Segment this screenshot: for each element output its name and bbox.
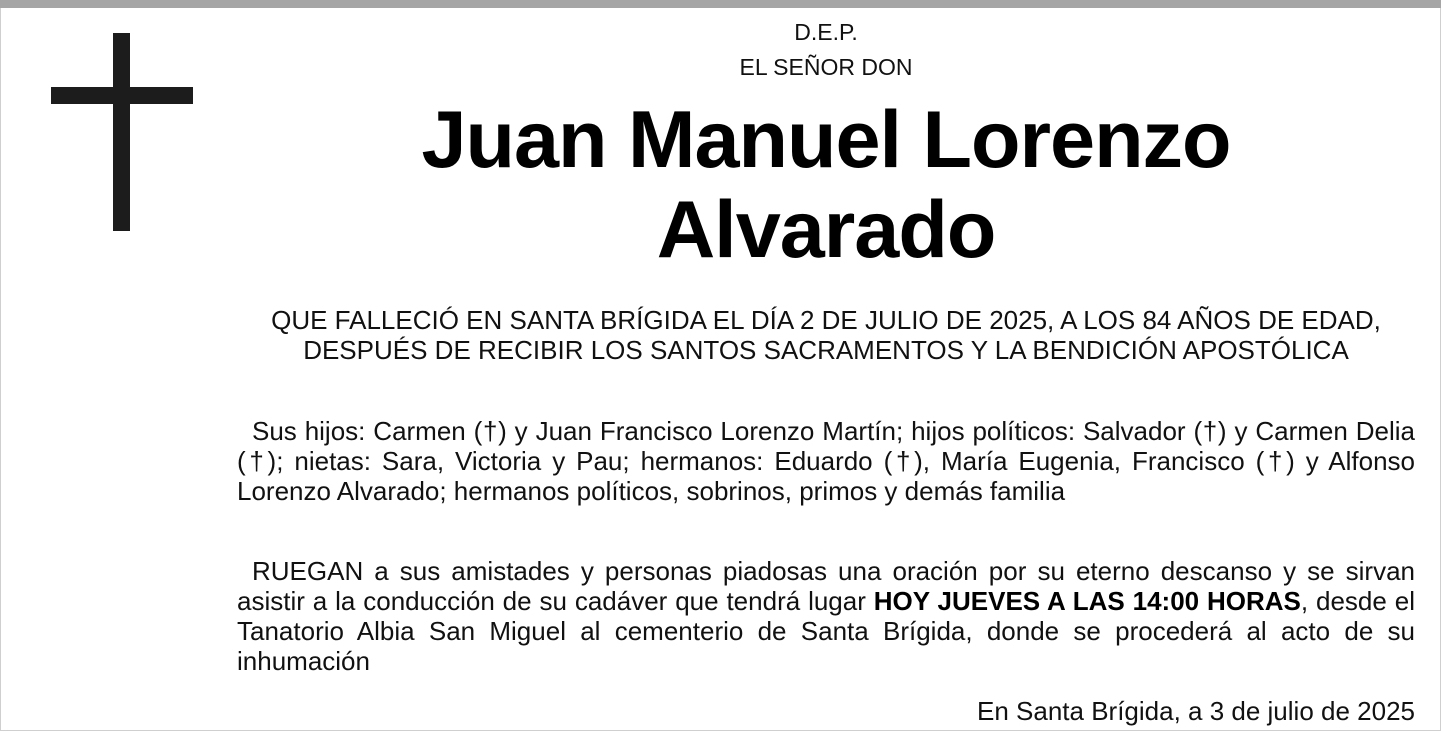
honorific-heading: EL SEÑOR DON [739,54,913,80]
request-text-part-1: RUEGAN a sus amistades y personas piadosas una oración por su eterno descanso y se sirvan asistir a la conducción de su cadáver que tendrá lugar [237,556,1415,616]
cross-vertical-beam [113,33,130,231]
latin-cross-icon [51,33,193,231]
request-paragraph [237,556,1415,676]
death-notice: QUE FALLECIÓ EN SANTA BRÍGIDA EL DÍA 2 DE JULIO DE 2025, A LOS 84 AÑOS DE EDAD, DESPUÉS DE RECIBIR LOS SANTOS SACRAMENTOS Y LA BENDICIÓN APOSTÓLICA [271,305,1381,365]
deceased-name-line-2: Alvarado [656,185,996,275]
family-paragraph: Sus hijos: Carmen (†) y Juan Francisco Lorenzo Martín; hijos políticos: Salvador (†) y Carmen Delia (†); nietas: Sara, Victoria y Pau; hermanos: Eduardo (†), María Eugenia, Francisco (†) y Alfonso Lorenzo Alvarado; hermanos políticos, sobrinos, primos y demás familia [237,416,1415,506]
dep-heading: D.E.P. [794,19,858,45]
cross-horizontal-beam [51,87,193,104]
deceased-name [300,95,1352,275]
service-time-highlight: HOY JUEVES A LAS 14:00 HORAS [873,586,1301,616]
deceased-name-line-1: Juan Manuel Lorenzo [421,95,1231,185]
place-date-closing: En Santa Brígida, a 3 de julio de 2025 [977,696,1415,726]
top-border-bar [0,0,1441,8]
request-text-part-2: , desde el Tanatorio Albia San Miguel al cementerio de Santa Brígida, donde se procederá al acto de su inhumación [237,586,1415,676]
